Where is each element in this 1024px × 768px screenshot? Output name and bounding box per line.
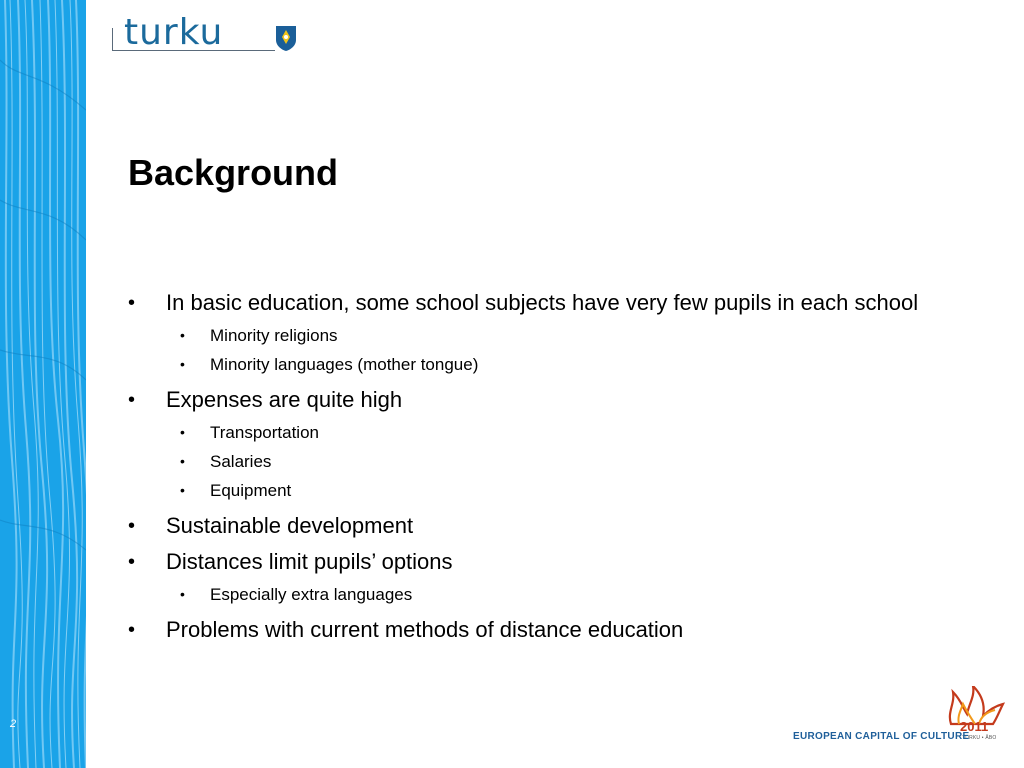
turku-logo bbox=[112, 12, 302, 58]
bullet-list bbox=[128, 288, 948, 645]
slide-title: Background bbox=[128, 152, 339, 193]
reed-pattern-image bbox=[0, 0, 86, 768]
sub-bullet-item: • Especially extra languages bbox=[128, 580, 948, 609]
sub-bullet-item: • Equipment bbox=[128, 476, 948, 505]
bullet-item: • In basic education, some school subjects have very few pupils in each school bbox=[128, 288, 948, 318]
capital-of-culture-logo bbox=[790, 686, 1010, 746]
logo-text: turku bbox=[124, 12, 224, 53]
bullet-item: • Problems with current methods of distance education bbox=[128, 615, 948, 645]
sub-bullet-item: • Transportation bbox=[128, 418, 948, 447]
slide-number: 2 bbox=[10, 718, 17, 730]
bullet-item: • Sustainable development bbox=[128, 511, 948, 541]
footer-caption: EUROPEAN CAPITAL OF CULTURE bbox=[793, 731, 970, 742]
sub-bullet-item: • Salaries bbox=[128, 447, 948, 476]
bullet-item: • Expenses are quite high bbox=[128, 385, 948, 415]
year-label: 2011 bbox=[960, 719, 989, 734]
sub-bullet-item: • Minority religions bbox=[128, 321, 948, 350]
year-sublabel: TURKU • ÅBO bbox=[962, 735, 997, 741]
sub-bullet-item: • Minority languages (mother tongue) bbox=[128, 350, 948, 379]
decorative-side-panel bbox=[0, 0, 86, 768]
bullet-item: • Distances limit pupils’ options bbox=[128, 547, 948, 577]
coat-of-arms-icon bbox=[275, 25, 297, 52]
